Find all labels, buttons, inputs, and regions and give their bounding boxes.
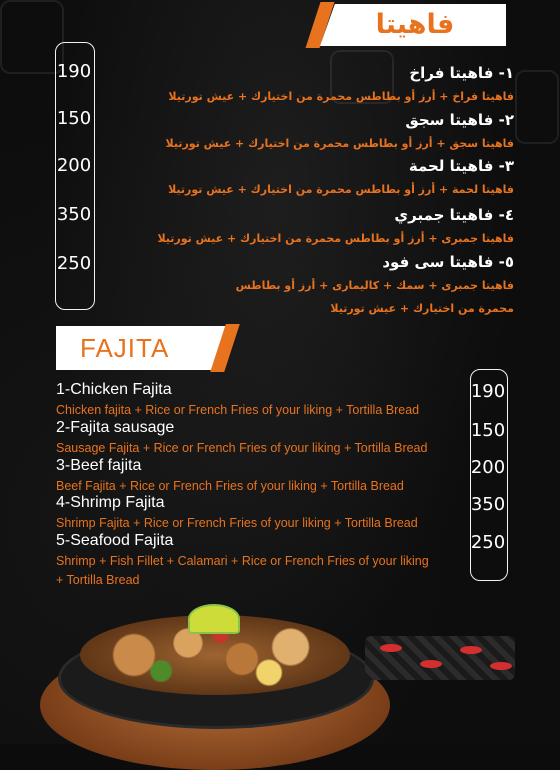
background-sketch <box>515 70 559 144</box>
english-item-name: 5-Seafood Fajita <box>56 532 174 549</box>
price-ar-2: 150 <box>56 108 92 129</box>
arabic-item-desc: فاهيتا جمبرى + سمك + كاليمارى + أرز أو بطاطس <box>235 279 514 292</box>
price-ar-1: 190 <box>56 61 92 82</box>
price-en-1: 190 <box>470 381 506 402</box>
arabic-item-desc-cont: محمرة من اختيارك + عيش تورتيلا <box>330 302 514 315</box>
english-item-name: 2-Fajita sausage <box>56 419 175 436</box>
price-ar-3: 200 <box>56 155 92 176</box>
arabic-item-name: ٥- فاهيتا سى فود <box>382 253 514 271</box>
price-en-2: 150 <box>470 420 506 441</box>
lime-wedge-image <box>188 604 240 634</box>
price-en-4: 350 <box>470 494 506 515</box>
chili-pattern-icon <box>420 660 442 668</box>
price-en-3: 200 <box>470 457 506 478</box>
english-section-title: FAJITA <box>80 333 170 363</box>
english-item-desc: Shrimp Fajita + Rice or French Fries of your liking + Tortilla Bread <box>56 516 418 530</box>
arabic-item-name: ١- فاهيتا فراخ <box>409 64 514 82</box>
arabic-item-name: ٤- فاهيتا جمبري <box>394 206 514 224</box>
price-en-5: 250 <box>470 532 506 553</box>
english-item-name: 1-Chicken Fajita <box>56 381 172 398</box>
english-item-desc-cont: + Tortilla Bread <box>56 573 140 587</box>
chili-pattern-icon <box>380 644 402 652</box>
english-item-desc: Beef Fajita + Rice or French Fries of your liking + Tortilla Bread <box>56 479 404 493</box>
arabic-item-desc: فاهيتا لحمة + أرز أو بطاطس محمرة من اختيارك + عيش تورتيلا <box>168 183 514 196</box>
english-item-desc: Chicken fajita + Rice or French Fries of your liking + Tortilla Bread <box>56 403 420 417</box>
arabic-item-desc: فاهيتا فراخ + أرز أو بطاطس محمرة من اختيارك + عيش تورتيلا <box>168 90 514 103</box>
chili-pattern-icon <box>460 646 482 654</box>
arabic-item-name: ٢- فاهيتا سجق <box>405 111 514 129</box>
english-item-name: 4-Shrimp Fajita <box>56 494 165 511</box>
english-item-desc: Sausage Fajita + Rice or French Fries of your liking + Tortilla Bread <box>56 441 428 455</box>
chili-pattern-icon <box>490 662 512 670</box>
english-item-name: 3-Beef fajita <box>56 457 142 474</box>
oven-mitt-image <box>365 636 515 680</box>
price-ar-4: 350 <box>56 204 92 225</box>
arabic-item-name: ٣- فاهيتا لحمة <box>408 157 514 175</box>
price-ar-5: 250 <box>56 253 92 274</box>
arabic-item-desc: فاهيتا جمبرى + أرز أو بطاطس محمرة من اختيارك + عيش تورتيلا <box>157 232 514 245</box>
english-item-desc: Shrimp + Fish Fillet + Calamari + Rice or French Fries of your liking <box>56 554 429 568</box>
arabic-section-title: فاهيتا <box>375 9 455 40</box>
arabic-item-desc: فاهيتا سجق + أرز أو بطاطس محمرة من اختيارك + عيش تورتيلا <box>165 137 514 150</box>
